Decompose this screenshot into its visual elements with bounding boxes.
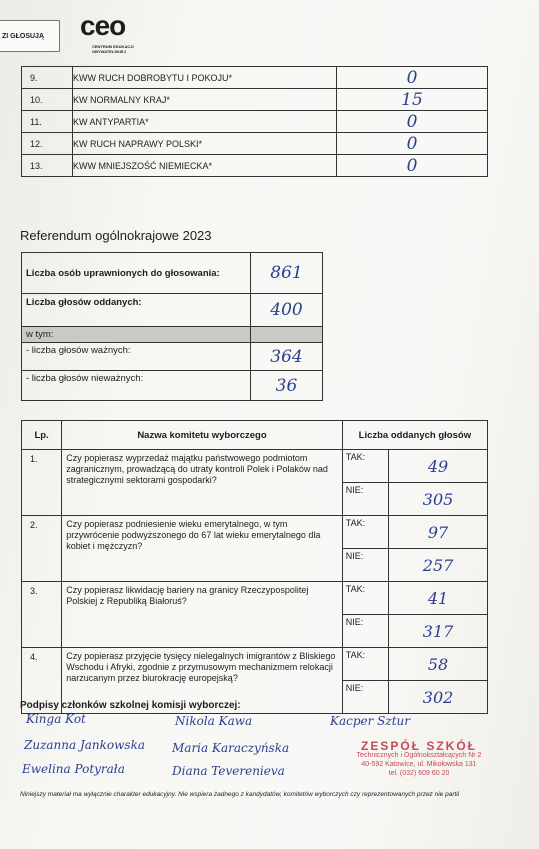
- committee-votes: 0: [337, 133, 488, 155]
- col-name-header: Nazwa komitetu wyborczego: [62, 421, 343, 450]
- table-row: [22, 516, 488, 549]
- yes-label: TAK:: [342, 648, 388, 681]
- no-value: 302: [389, 681, 488, 714]
- cast-value: 400: [251, 294, 323, 327]
- eligible-value: 861: [251, 253, 323, 294]
- committee-votes: 15: [337, 89, 488, 111]
- committee-number: 13.: [22, 155, 73, 177]
- ceo-logo: [80, 10, 134, 54]
- table-header-row: [22, 421, 488, 450]
- valid-label: - liczba głosów ważnych:: [22, 343, 251, 371]
- header-tab: ZI GŁOSUJĄ: [0, 20, 60, 52]
- footer-disclaimer: Niniejszy materiał ma wyłącznie charakter edukacyjny. Nie wspiera żadnego z kandydatów, komitetów wyborczych czy reprezentowanych przez nie partii: [20, 791, 460, 798]
- table-row: [22, 343, 323, 371]
- question-text: Czy popierasz podniesienie wieku emerytalnego, w tym przywrócenie podwyższonego do 67 lat wieku emerytalnego dla kobiet i mężczyzn?: [62, 516, 343, 582]
- table-row: [22, 648, 488, 681]
- signatures-title: Podpisy członków szkolnej komisji wyborczej:: [20, 700, 241, 711]
- committee-number: 9.: [22, 67, 73, 89]
- stamp-line3: 40-592 Katowice, ul. Mikołowska 131: [361, 761, 477, 768]
- valid-value: 364: [251, 343, 323, 371]
- table-row: [22, 89, 488, 111]
- questions-table: [21, 420, 488, 714]
- table-row: [22, 294, 323, 327]
- including-label: w tym:: [22, 327, 251, 343]
- no-label: NIE:: [342, 681, 388, 714]
- signature: Kacper Sztur: [330, 714, 411, 728]
- logo-sub-line2: OBYWATELSKIEJ: [92, 49, 126, 54]
- committee-number: 12.: [22, 133, 73, 155]
- no-value: 305: [389, 483, 488, 516]
- no-label: NIE:: [342, 549, 388, 582]
- cast-label: Liczba głosów oddanych:: [22, 294, 251, 327]
- committee-votes: 0: [337, 111, 488, 133]
- signature: Kinga Kot: [26, 712, 86, 726]
- col-votes-header: Liczba oddanych głosów: [342, 421, 487, 450]
- question-text: Czy popierasz przyjęcie tysięcy nielegalnych imigrantów z Bliskiego Wschodu i Afryki, zgodnie z przymusowym mechanizmem relokacji narzucanym przez biurokrację europejską?: [62, 648, 343, 714]
- signature: Zuzanna Jankowska: [24, 738, 146, 752]
- grey-cell: [251, 327, 323, 343]
- committee-number: 10.: [22, 89, 73, 111]
- committees-table: [21, 66, 488, 177]
- col-lp-header: Lp.: [22, 421, 62, 450]
- committee-number: 11.: [22, 111, 73, 133]
- committee-votes: 0: [337, 155, 488, 177]
- committee-name: KW ANTYPARTIA*: [73, 111, 337, 133]
- question-number: 4.: [22, 648, 62, 714]
- logo-word: ceo: [80, 10, 126, 41]
- committee-name: KWW RUCH DOBROBYTU I POKOJU*: [73, 67, 337, 89]
- committee-votes: 0: [337, 67, 488, 89]
- question-text: Czy popierasz likwidację bariery na granicy Rzeczypospolitej Polskiej z Republiką Białoruś?: [62, 582, 343, 648]
- question-text: Czy popierasz wyprzedaż majątku państwowego podmiotom zagranicznym, prowadzącą do utraty kontroli Polek i Polaków nad strategicznymi sektorami gospodarki?: [62, 450, 343, 516]
- table-row: [22, 253, 323, 294]
- no-label: NIE:: [342, 615, 388, 648]
- signature: Diana Teverenieva: [172, 764, 285, 778]
- invalid-label: - liczba głosów nieważnych:: [22, 371, 251, 401]
- no-value: 257: [389, 549, 488, 582]
- logo-subtitle: [92, 44, 152, 54]
- signature: Ewelina Potyrała: [22, 762, 125, 776]
- no-value: 317: [389, 615, 488, 648]
- logo-sub-line1: CENTRUM EDUKACJI: [92, 44, 134, 49]
- no-label: NIE:: [342, 483, 388, 516]
- stamp-line1: ZESPÓŁ SZKÓŁ: [360, 739, 477, 753]
- eligible-label: Liczba osób uprawnionych do głosowania:: [22, 253, 251, 294]
- table-row: [22, 371, 323, 401]
- question-number: 1.: [22, 450, 62, 516]
- referendum-stats-table: [21, 252, 323, 401]
- table-row: [22, 133, 488, 155]
- committee-name: KW NORMALNY KRAJ*: [73, 89, 337, 111]
- committee-name: KW RUCH NAPRAWY POLSKI*: [73, 133, 337, 155]
- yes-value: 49: [389, 450, 488, 483]
- stamp-line4: tel. (032) 609 60 20: [388, 770, 450, 777]
- table-row: [22, 155, 488, 177]
- table-row: [22, 67, 488, 89]
- question-number: 2.: [22, 516, 62, 582]
- committee-name: KWW MNIEJSZOŚĆ NIEMIECKA*: [73, 155, 337, 177]
- signature: Maria Karaczyńska: [172, 741, 290, 755]
- referendum-title: Referendum ogólnokrajowe 2023: [20, 228, 212, 243]
- table-row: [22, 111, 488, 133]
- table-row: [22, 582, 488, 615]
- yes-value: 41: [389, 582, 488, 615]
- signature: Nikola Kawa: [175, 714, 253, 728]
- yes-label: TAK:: [342, 450, 388, 483]
- yes-value: 58: [389, 648, 488, 681]
- yes-value: 97: [389, 516, 488, 549]
- invalid-value: 36: [251, 371, 323, 401]
- yes-label: TAK:: [342, 516, 388, 549]
- school-stamp: [344, 739, 494, 778]
- table-row: [22, 450, 488, 483]
- table-row: [22, 327, 323, 343]
- yes-label: TAK:: [342, 582, 388, 615]
- question-number: 3.: [22, 582, 62, 648]
- stamp-line2: Technicznych i Ogólnokształcących Nr 2: [356, 752, 482, 759]
